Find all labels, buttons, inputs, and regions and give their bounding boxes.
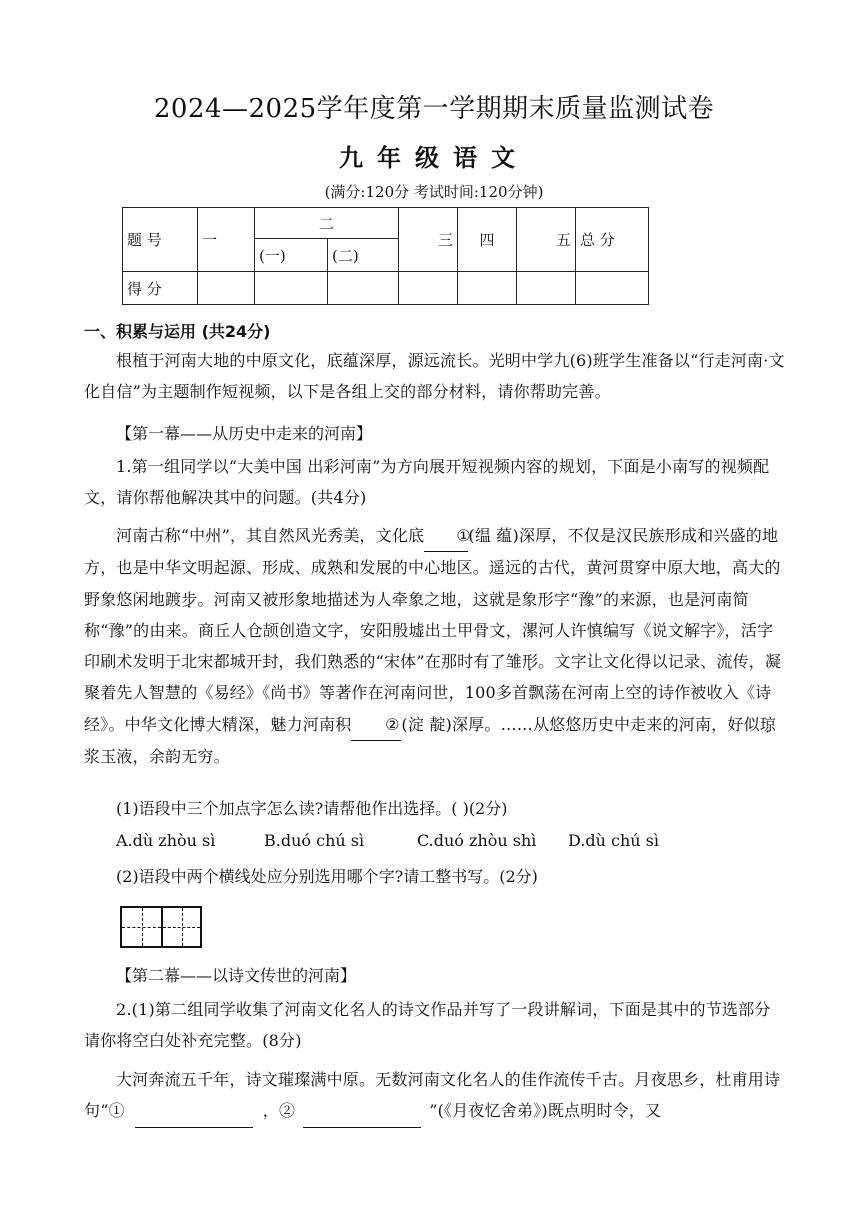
exam-subject: 九年级语文 <box>339 143 529 172</box>
exam-info: (满分:120分 考试时间:120分钟) <box>324 183 544 201</box>
passage-text: 形。文字让文化得以记录、流传，凝聚着先人智慧的《易经》《尚书》等著作在河南问世，100多首飘荡在河南上空的诗作被收入《诗经》。中华文化博大精深，魅力河南积 <box>84 652 782 734</box>
act2-heading: 【第二幕——以诗文传世的河南】 <box>116 966 357 985</box>
score-cell[interactable] <box>458 272 517 305</box>
section-intro: 根植于河南大地的中原文化，底蕴深厚，源远流长。光明中学九(6)班学生准备以“行走河南·文化自信”为主题制作短视频，以下是各组上交的部分材料，请你帮助完善。 <box>84 351 785 402</box>
score-cell[interactable] <box>328 272 399 305</box>
passage-text: (缊 蕴)深厚，不仅是汉民族形成和兴盛的地方，也是中华文明起源、形成、成熟和发展的中心地区。遥远的古代，黄河贯穿中原大地，高大的野象悠闲地 <box>84 526 781 609</box>
option-d[interactable]: D.dù chú sì <box>568 831 659 850</box>
table-col-3: 三 <box>399 208 458 272</box>
option-a[interactable]: A.dù zhòu sì <box>116 831 216 850</box>
table-col-2a: (一) <box>255 239 328 272</box>
table-col-4: 四 <box>458 208 517 272</box>
score-cell[interactable] <box>198 272 255 305</box>
question-2-stem: 2.(1)第二组同学收集了河南文化名人的诗文作品并写了一段讲解词，下面是其中的节选部分 请你将空白处补充完整。(8分) <box>84 1000 771 1051</box>
table-col-5: 五 <box>517 208 576 272</box>
question-1-1: (1)语段中三个加点字怎么读?请帮他作出选择。( )(2分) <box>116 799 508 818</box>
passage-text: 琼浆玉液，余韵无穷。 <box>84 714 776 767</box>
score-cell[interactable] <box>255 272 328 305</box>
blank-1[interactable]: ① <box>424 520 468 552</box>
exam-title: 2024—2025学年度第一学期期末质量监测试卷 <box>153 94 715 124</box>
table-label-score: 得 分 <box>123 272 198 305</box>
answer-blank-1[interactable] <box>135 1095 253 1127</box>
passage-text: 河南古称“中州”，其自然风光秀美，文化底 <box>116 526 425 545</box>
grid-cell[interactable] <box>161 908 200 946</box>
table-col-2: 二 <box>255 208 399 239</box>
table-col-2b: (二) <box>328 239 399 272</box>
question-2-text <box>84 1064 789 1128</box>
dotted-char: 似 <box>743 714 760 734</box>
score-table <box>122 207 649 305</box>
writing-grid[interactable] <box>120 906 202 948</box>
q2-text: ”(《月夜忆舍弟》)既点明时令，又 <box>429 1101 662 1121</box>
answer-blank-2[interactable] <box>303 1095 421 1127</box>
table-col-1: 一 <box>198 208 255 272</box>
table-col-total: 总 分 <box>576 208 649 272</box>
option-c[interactable]: C.duó zhòu shì <box>417 831 537 850</box>
grid-cell[interactable] <box>122 908 161 946</box>
table-label-question: 题 号 <box>123 208 198 272</box>
score-cell[interactable] <box>399 272 458 305</box>
q2-comma: ，② <box>262 1101 296 1121</box>
question-1-stem: 1.第一组同学以“大美中国 出彩河南”为方向展开短视频内容的规划，下面是小南写的视频配文，请你帮他解决其中的问题。(共4分) <box>84 457 770 508</box>
passage <box>84 520 789 772</box>
question-1-2: (2)语段中两个横线处应分别选用哪个字?请工整书写。(2分) <box>116 867 538 886</box>
dotted-char: 雏 <box>505 652 522 672</box>
score-cell[interactable] <box>517 272 576 305</box>
blank-2[interactable]: ② <box>351 709 401 741</box>
act1-heading: 【第一幕——从历史中走来的河南】 <box>116 424 373 443</box>
passage-text: 步。河南又被形象地描述为人牵象之地，这就是象形字“豫”的来源，也是河南简称“豫”的由来。商丘人仓颉创造文字，安阳殷墟出土甲骨文，漯河人许慎编写《说文解字》，活字印刷术发明于北宋都城开封，我们熟悉的“宋体”在那时有了 <box>84 589 774 672</box>
dotted-char: 踱 <box>165 589 182 609</box>
score-cell[interactable] <box>576 272 649 305</box>
options-row <box>116 831 659 850</box>
section-heading: 一、积累与运用 (共24分) <box>84 322 271 341</box>
option-b[interactable]: B.duó chú sì <box>264 831 365 850</box>
q2-text: 大河奔流五千年，诗文璀璨满中原。无数河南文化名人的佳作流传千古。月夜思乡，杜甫用诗句“① <box>84 1070 781 1121</box>
passage-text: (淀 靛)深厚。……从悠悠历史中走来的河南，好 <box>401 714 744 734</box>
